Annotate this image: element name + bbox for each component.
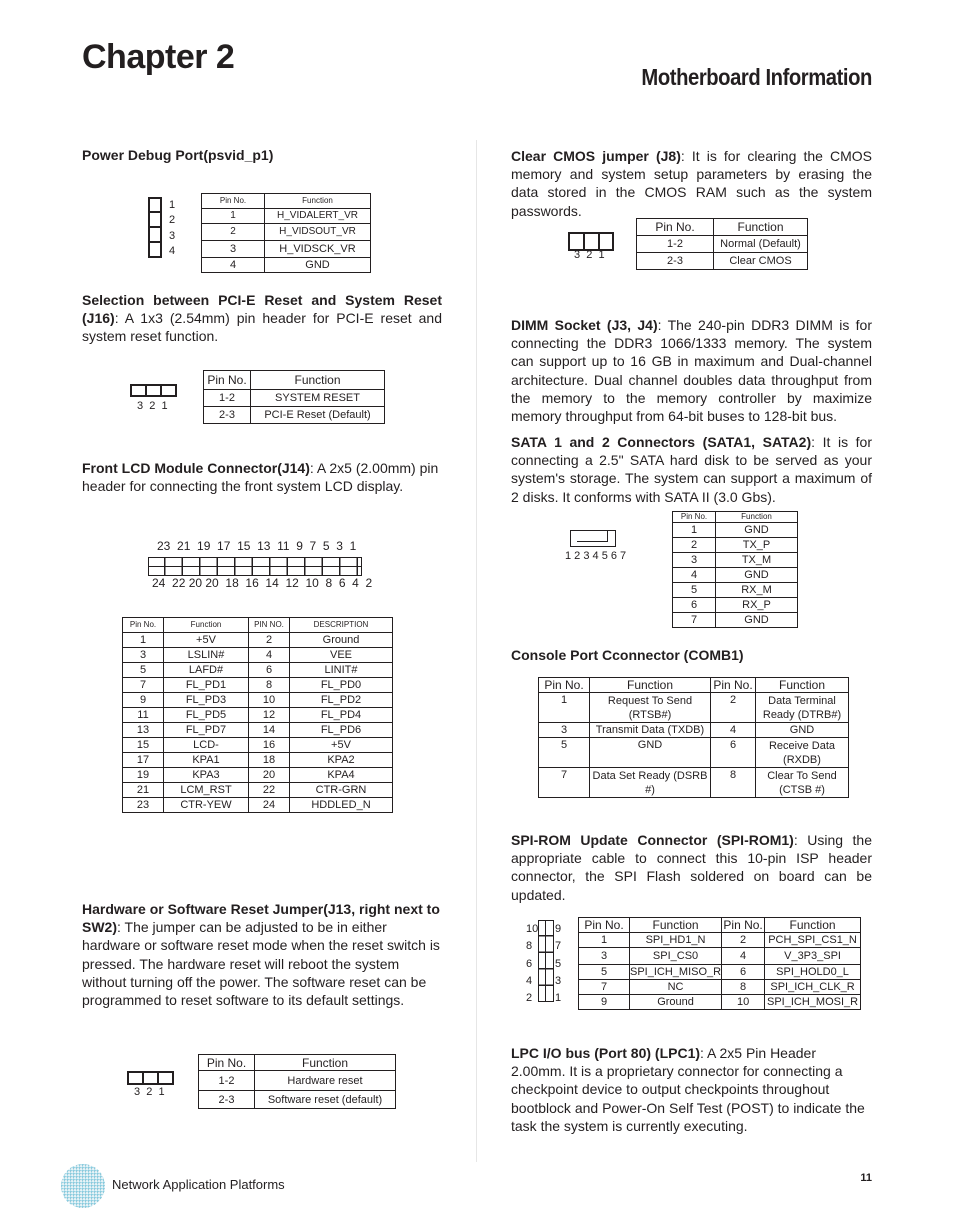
j8-text: : It is for clearing the CMOS memory and system setup parameters by erasing the data stored in the CMOS RAM such as the system passwords. xyxy=(511,148,872,219)
spi-pin-label: 7 xyxy=(555,940,562,952)
column-divider xyxy=(476,140,477,1162)
footer-text: Network Application Platforms xyxy=(112,1177,285,1192)
psvid-pin-label: 2 xyxy=(169,214,176,226)
lpc-heading: LPC I/O bus (Port 80) (LPC1) xyxy=(511,1045,701,1061)
j13-pin-labels: 3 2 1 xyxy=(134,1086,165,1098)
spi-pin-label: 8 xyxy=(526,940,533,952)
j16-text: : A 1x3 (2.54mm) pin header for PCI-E reset and system reset function. xyxy=(82,310,442,345)
lpc-paragraph xyxy=(511,1044,873,1135)
spi-pin-label: 1 xyxy=(555,992,562,1004)
sata-paragraph xyxy=(511,433,872,506)
chapter-title: Chapter 2 xyxy=(82,38,235,76)
j8-table: Pin No. Function 1-2 Normal (Default) 2-3 Clear CMOS xyxy=(636,218,808,270)
j14-heading: Front LCD Module Connector(J14) xyxy=(82,460,310,476)
j14-text: : A 2x5 (2.00mm) pin header for connecting the front system LCD display. xyxy=(82,460,439,495)
j13-heading: Hardware or Software Reset Jumper(J13, right next to SW2) xyxy=(82,901,440,936)
spi-pin-label: 10 xyxy=(526,923,539,935)
psvid-pin-label: 4 xyxy=(169,245,176,257)
psvid-pin-label: 3 xyxy=(169,230,176,242)
j13-text: : The jumper can be adjusted to be in either hardware or software reset mode when the reset switch is pressed. The hardware reset will reboot the system without turning off the power. The software reset can be programmed to reset software to its default settings. xyxy=(82,919,440,1009)
psvid-pin-label: 1 xyxy=(169,199,176,211)
sata-heading: SATA 1 and 2 Connectors (SATA1, SATA2) xyxy=(511,434,812,450)
dimm-text: : The 240-pin DDR3 DIMM is for connecting the DDR3 1066/1333 memory. The system can support up to 16 GB in maximum and Dual-channel architecture. Dual channel doubles data throughput from the memory to the memory controller by maximize memory throughput from 64-bit buses to 128-bit bus. xyxy=(511,317,872,425)
j16-heading: Selection between PCI-E Reset and System Reset (J16) xyxy=(82,292,442,327)
spi-pin-header xyxy=(538,920,554,1002)
psvid-heading: Power Debug Port(psvid_p1) xyxy=(82,147,274,163)
psvid-pin-header xyxy=(148,197,160,257)
j8-heading: Clear CMOS jumper (J8) xyxy=(511,148,681,164)
sata-table: Pin No. Function 1 GND 2 TX_P 3 TX_M 4 GND 5 RX_M 6 RX_P 7 GND xyxy=(672,511,798,628)
psvid-table: Pin No. Function 1 H_VIDALERT_VR 2 H_VIDSOUT_VR 3 H_VIDSCK_VR 4 GND xyxy=(201,193,371,273)
j13-table: Pin No. Function 1-2 Hardware reset 2-3 Software reset (default) xyxy=(198,1054,396,1109)
dimm-paragraph xyxy=(511,316,872,425)
j14-bottom-labels: 24 22 20 20 18 16 14 12 10 8 6 4 2 xyxy=(152,576,373,590)
j8-paragraph xyxy=(511,147,872,220)
lpc-text: : A 2x5 Pin Header 2.00mm. It is a proprietary connector for connecting a checkpoint device to output checkpoints throughout bootblock and Power-On Self Test (POST) to indicate the task the system is currently executing. xyxy=(511,1045,865,1134)
sata-text: : It is for connecting a 2.5" SATA hard disk to be served as your system's storage. The system can support a maximum of 2 disks. It conforms with SATA II (3.0 Gbs). xyxy=(511,434,872,505)
comb1-heading: Console Port Cconnector (COMB1) xyxy=(511,647,744,663)
j13-pin-header xyxy=(127,1071,174,1085)
spi-pin-label: 5 xyxy=(555,958,562,970)
comb1-table: Pin No. Function Pin No. Function 1 Request To Send (RTSB#) 2 Data Terminal Ready (DTRB#) 3 Transmit Data (TXDB) 4 GND 5 GND 6 Receive Data (RXDB) 7 Data Set Ready (DSRB #) 8 Clear To Send (CTSB #) xyxy=(538,677,849,798)
sata-pin-labels: 1 2 3 4 5 6 7 xyxy=(565,550,627,562)
j16-pin-header xyxy=(130,384,177,397)
spi-pin-label: 3 xyxy=(555,975,562,987)
spi-pin-label: 6 xyxy=(526,958,533,970)
dimm-heading: DIMM Socket (J3, J4) xyxy=(511,317,658,333)
j13-paragraph xyxy=(82,900,442,1009)
spi-paragraph xyxy=(511,831,872,904)
j16-table: Pin No. Function 1-2 SYSTEM RESET 2-3 PCI-E Reset (Default) xyxy=(203,370,385,424)
page-number: 11 xyxy=(860,1172,872,1184)
j14-table: Pin No. Function PIN NO. DESCRIPTION 1 +5V 2 Ground 3 LSLIN# 4 VEE 5 LAFD# 6 LINIT# 7 FL_PD1 8 FL_PD0 9 FL_PD3 10 FL_PD2 11 FL_PD5 12 FL_PD4 13 FL_PD7 14 FL_PD6 15 LCD- 16 +5V 17 KPA1 18 KPA2 19 KPA3 20 KPA4 21 LCM_RST 22 CTR-GRN 23 CTR-YEW 24 HDDLED_N xyxy=(122,617,393,813)
j16-paragraph xyxy=(82,291,442,346)
spi-pin-label: 9 xyxy=(555,923,562,935)
spi-heading: SPI-ROM Update Connector (SPI-ROM1) xyxy=(511,832,794,848)
sata-connector xyxy=(570,530,616,547)
j8-pin-labels: 3 2 1 xyxy=(574,249,605,261)
j14-top-labels: 23 21 19 17 15 13 11 9 7 5 3 1 xyxy=(157,539,357,553)
spi-pin-label: 2 xyxy=(526,992,533,1004)
spi-pin-label: 4 xyxy=(526,975,533,987)
j16-pin-labels: 3 2 1 xyxy=(137,400,168,412)
spi-table: Pin No. Function Pin No. Function 1 SPI_HD1_N 2 PCH_SPI_CS1_N 3 SPI_CS0 4 V_3P3_SPI 5 SPI_ICH_MISO_R 6 SPI_HOLD0_L 7 NC 8 SPI_ICH_CLK_R 9 Ground 10 SPI_ICH_MOSI_R xyxy=(578,917,861,1010)
section-title: Motherboard Information xyxy=(641,64,872,90)
j14-pin-header xyxy=(148,557,362,576)
spi-text: : Using the appropriate cable to connect this 10-pin ISP header connector, the SPI Flash soldered on board can be updated. xyxy=(511,832,872,903)
j14-paragraph xyxy=(82,459,444,495)
company-logo-icon xyxy=(60,1163,106,1209)
